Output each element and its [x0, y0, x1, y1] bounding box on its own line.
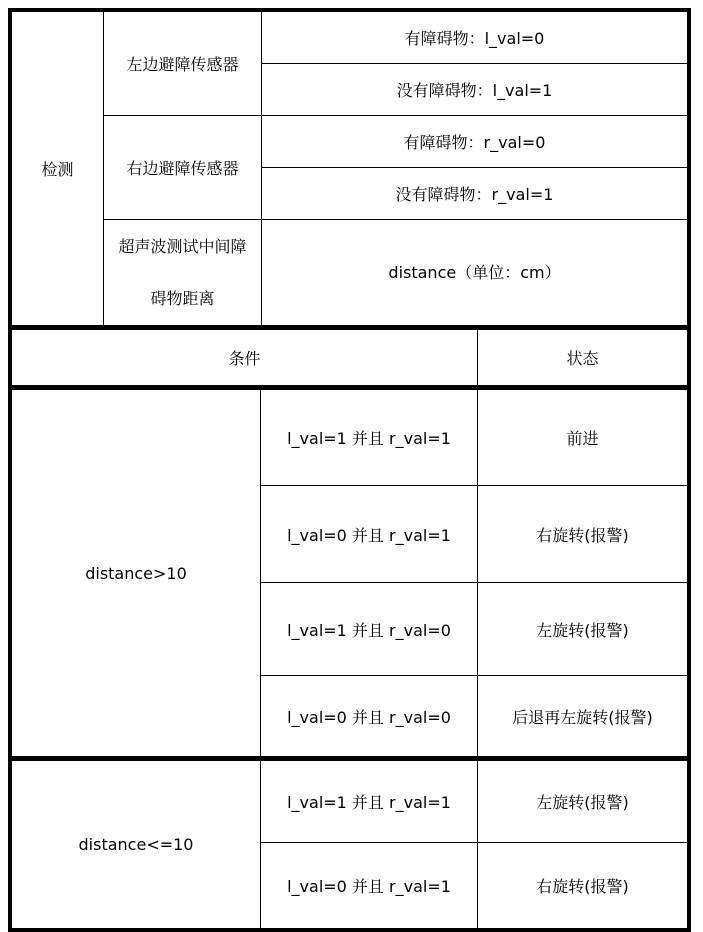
sub-condition: l_val=0 并且 r_val=0 — [261, 676, 478, 757]
right-sensor-state-clear: 没有障碍物：r_val=1 — [262, 168, 688, 220]
state-cell: 后退再左旋转(报警) — [478, 676, 688, 757]
condition-far: distance>10 — [12, 390, 261, 757]
state-cell: 左旋转(报警) — [478, 761, 688, 843]
state-cell: 左旋转(报警) — [478, 583, 688, 676]
left-sensor-state-obstacle: 有障碍物：l_val=0 — [262, 12, 688, 64]
detection-table — [11, 11, 688, 326]
sub-condition: l_val=0 并且 r_val=1 — [261, 486, 478, 583]
state-cell: 前进 — [478, 390, 688, 486]
right-sensor-state-obstacle: 有障碍物：r_val=0 — [262, 116, 688, 168]
group-near-table — [11, 760, 688, 929]
condition-header: 条件 — [12, 330, 478, 386]
left-sensor-label: 左边避障传感器 — [104, 12, 262, 116]
condition-header-table — [11, 329, 688, 386]
left-sensor-state-clear: 没有障碍物：l_val=1 — [262, 64, 688, 116]
group-far-table — [11, 389, 688, 757]
sub-condition: l_val=0 并且 r_val=1 — [261, 843, 478, 929]
state-cell: 右旋转(报警) — [478, 843, 688, 929]
sub-condition: l_val=1 并且 r_val=1 — [261, 761, 478, 843]
ultrasonic-label-line1: 超声波测试中间障 — [118, 236, 247, 256]
ultrasonic-label-line2: 碍物距离 — [150, 288, 215, 308]
condition-near: distance<=10 — [12, 761, 261, 929]
state-header: 状态 — [478, 330, 688, 386]
right-sensor-label: 右边避障传感器 — [104, 116, 262, 220]
sub-condition: l_val=1 并且 r_val=1 — [261, 390, 478, 486]
ultrasonic-value: distance（单位：cm） — [262, 220, 688, 326]
state-cell: 右旋转(报警) — [478, 486, 688, 583]
control-table-frame — [8, 8, 691, 932]
sub-condition: l_val=1 并且 r_val=0 — [261, 583, 478, 676]
detection-label: 检测 — [12, 12, 104, 326]
ultrasonic-sensor-label — [104, 220, 262, 326]
